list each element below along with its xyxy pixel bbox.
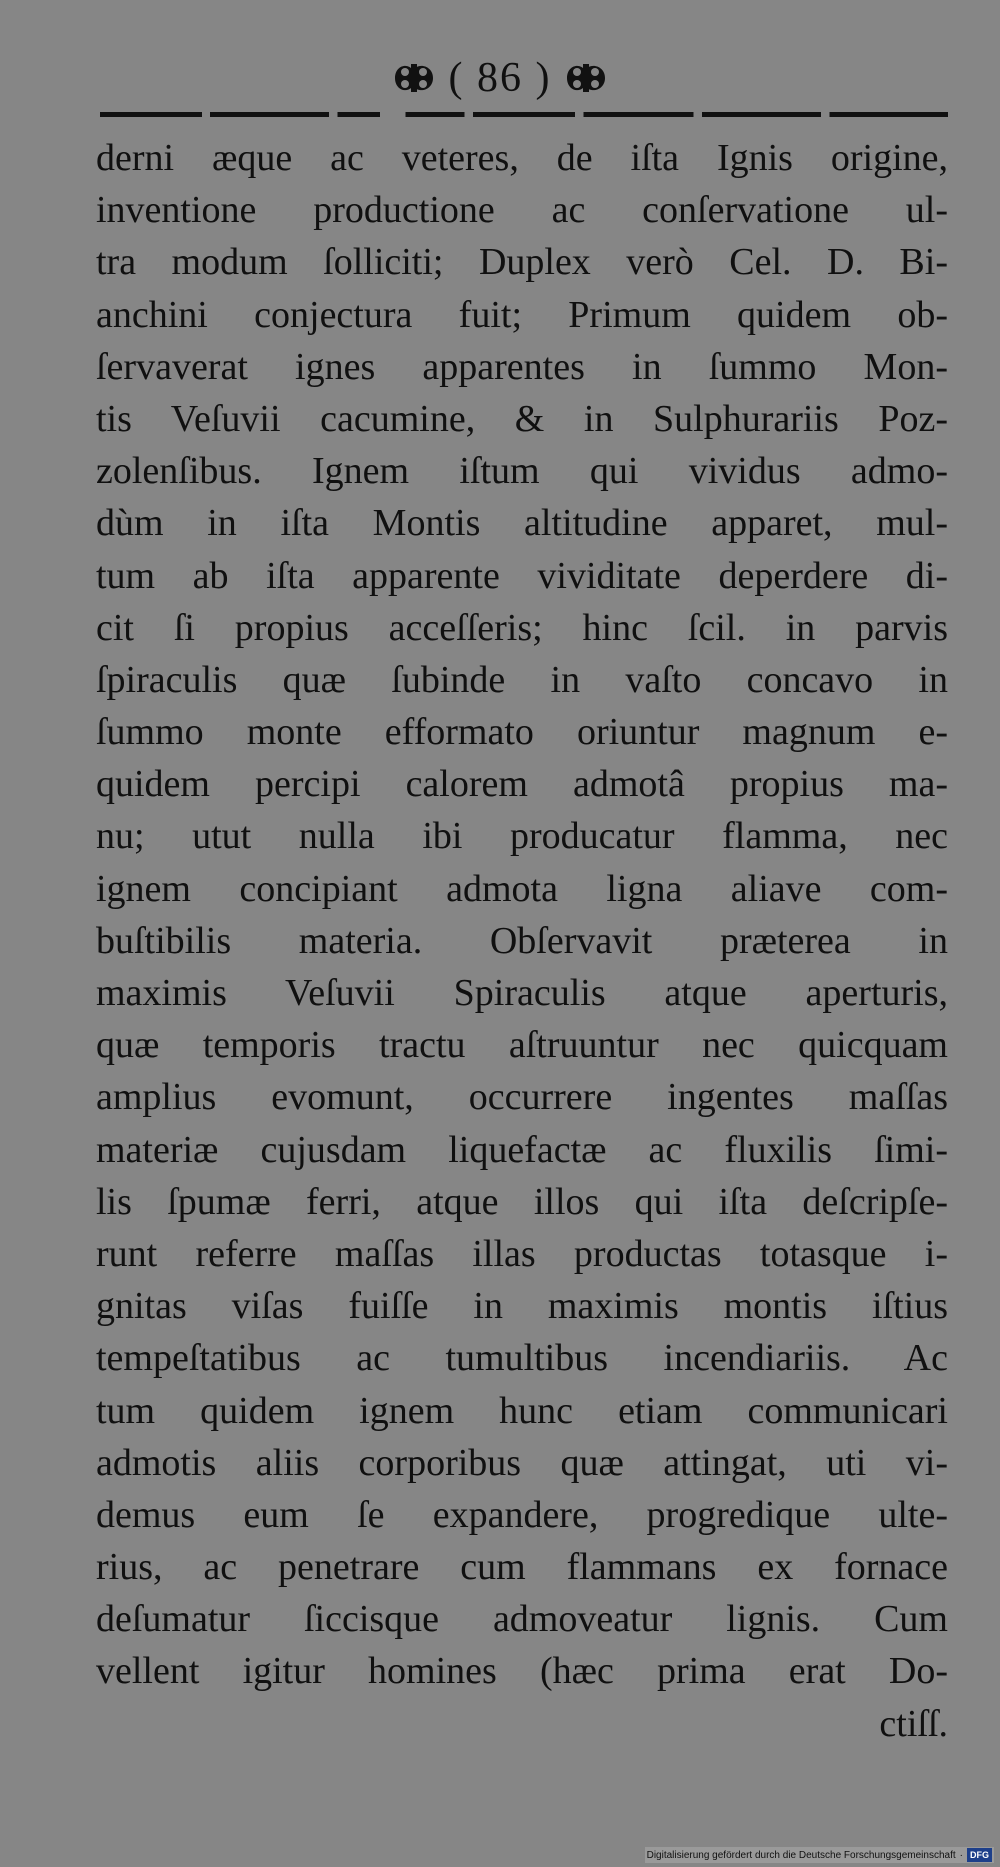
text-line: gnitas viſas fuiſſe in maximis montis iſtius	[96, 1285, 948, 1328]
text-line: demus eum ſe expandere, progredique ulte-	[96, 1493, 948, 1536]
right-fleuron-icon	[561, 56, 611, 100]
text-line: deſumatur ſiccisque admoveatur lignis. Cum	[96, 1598, 948, 1641]
text-line: buſtibilis materia. Obſervavit præterea in	[96, 919, 948, 962]
footer-separator: ·	[959, 1849, 963, 1861]
text-line: tempeſtatibus ac tumultibus incendiariis. Ac	[96, 1337, 948, 1380]
text-line: amplius evomunt, occurrere ingentes maſſas	[96, 1076, 948, 1119]
text-line: ſervaverat ignes apparentes in ſummo Mon-	[96, 345, 948, 388]
text-line: lis ſpumæ ferri, atque illos qui iſta deſcripſe-	[96, 1180, 948, 1223]
text-line: derni æque ac veteres, de iſta Ignis origine,	[96, 137, 948, 179]
text-line: nu; utut nulla ibi producatur flamma, nec	[96, 815, 948, 858]
text-line: admotis aliis corporibus quæ attingat, uti vi-	[96, 1441, 948, 1484]
text-line: tra modum ſolliciti; Duplex verò Cel. D. Bi-	[96, 241, 948, 284]
dfg-logo: DFG	[967, 1848, 992, 1862]
footer-text: Digitalisierung gefördert durch die Deutsche Forschungsgemeinschaft	[646, 1849, 956, 1861]
text-line: vellent igitur homines (hæc prima erat Do-	[96, 1650, 948, 1693]
header-rule	[100, 112, 948, 117]
text-line: tum ab iſta apparente vividitate deperdere di-	[96, 554, 948, 597]
text-line: tum quidem ignem hunc etiam communicari	[96, 1389, 948, 1432]
body-text	[96, 132, 948, 1750]
text-line: tis Veſuvii cacumine, & in Sulphurariis Poz-	[96, 397, 948, 440]
catchword: ctiſſ.	[879, 1702, 948, 1745]
text-line: quidem percipi calorem admotâ propius ma-	[96, 763, 948, 806]
text-line: ſpiraculis quæ ſubinde in vaſto concavo in	[96, 658, 948, 701]
text-line: zolenſibus. Ignem iſtum qui vividus admo-	[96, 450, 948, 493]
page-header	[0, 48, 1000, 108]
text-line: runt referre maſſas illas productas totasque i-	[96, 1232, 948, 1275]
text-line: inventione productione ac conſervatione ul-	[96, 189, 948, 232]
digitization-footer	[645, 1847, 994, 1863]
text-line: dùm in iſta Montis altitudine apparet, mul-	[96, 502, 948, 545]
text-line: quæ temporis tractu aſtruuntur nec quicquam	[96, 1024, 948, 1067]
text-line: ſummo monte efformato oriuntur magnum e-	[96, 711, 948, 754]
text-line: ignem concipiant admota ligna aliave com-	[96, 867, 948, 910]
text-line: cit ſi propius acceſſeris; hinc ſcil. in parvis	[96, 606, 948, 649]
left-fleuron-icon	[389, 56, 439, 100]
text-line: maximis Veſuvii Spiraculis atque aperturis,	[96, 972, 948, 1014]
text-line: anchini conjectura fuit; Primum quidem ob-	[96, 293, 948, 336]
text-line: rius, ac penetrare cum flammans ex fornace	[96, 1546, 948, 1589]
text-line: materiæ cujusdam liquefactæ ac fluxilis ſimi-	[96, 1128, 948, 1171]
page-number: ( 86 )	[448, 55, 552, 101]
